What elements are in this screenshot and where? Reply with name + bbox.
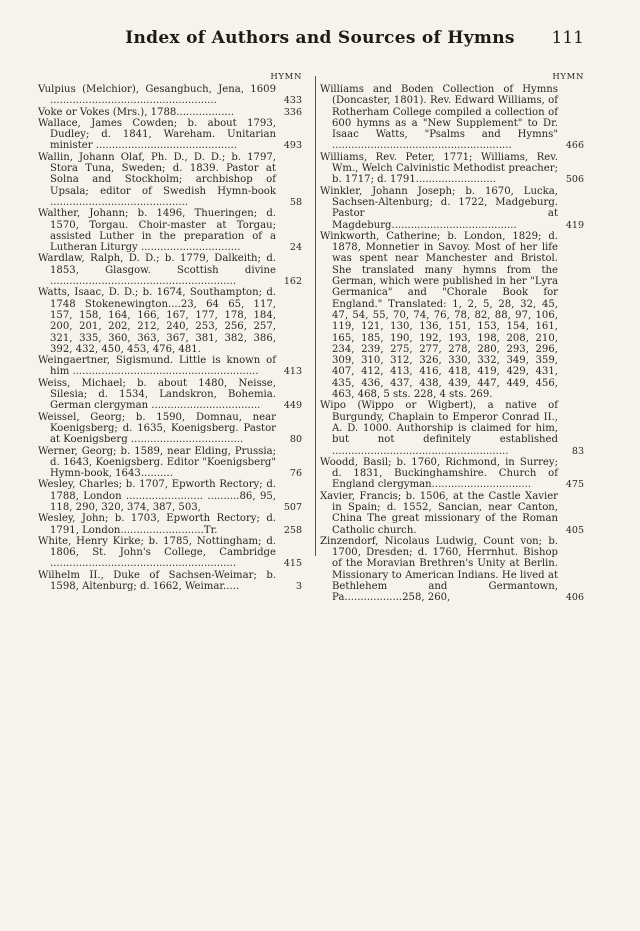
index-entry <box>38 107 302 118</box>
index-entry <box>38 208 302 253</box>
index-entry <box>320 457 584 491</box>
hymn-number: 80 <box>289 434 302 446</box>
entry-text: Wesley, John; b. 1703, Epworth Rectory; d. 1791, London..........................Tr. <box>38 513 276 536</box>
hymn-number: 76 <box>289 468 302 480</box>
hymn-number: 258 <box>283 524 302 536</box>
hymn-number: 466 <box>565 140 584 152</box>
hymn-number: 419 <box>565 219 584 231</box>
index-entry <box>320 186 584 231</box>
index-entry <box>38 479 302 513</box>
entry-text: Wallace, James Cowden; b. about 1793, Dudley; d. 1841, Wareham. Unitarian minister ............................................ <box>38 117 276 152</box>
index-entry <box>38 84 302 107</box>
entry-text: Watts, Isaac, D. D.; b. 1674, Southampton; d. 1748 Stokenewington....23, 64 65, 117, 157, 158, 164, 166, 167, 177, 178, 184, 200, 201, 202, 212, 240, 253, 256, 257, 321, 335, 360, 363, 367, 381, 382, 386, 392, 432, 450, 453, 476, 481. <box>38 287 276 355</box>
entry-text: Wardlaw, Ralph, D. D.; b. 1779, Dalkeith; d. 1853, Glasgow. Scottish divine .......................................................... <box>38 253 276 288</box>
hymn-number: 506 <box>565 174 584 186</box>
entry-text: Werner, Georg; b. 1589, near Elding, Prussia; d. 1643, Koenigsberg. Editor "Koenigsberg" Hymn-book, 1643.......... <box>38 445 276 480</box>
index-entry <box>38 412 302 446</box>
entry-text: Wesley, Charles; b. 1707, Epworth Rectory; d. 1788, London ........................ ..........86, 95, 118, 290, 320, 374, 387, 503, <box>38 479 276 513</box>
entry-text: Wipo (Wippo or Wigbert), a native of Burgundy, Chaplain to Emperor Conrad II., A. D. 1000. Authorship is claimed for him, but not definitely established ....................................................... <box>320 400 558 457</box>
column-heading: HYMN <box>270 72 302 82</box>
entry-text: Winkler, Johann Joseph; b. 1670, Lucka, Sachsen-Altenburg; d. 1722, Madgeburg. Pastor at Magdeburg....................................... <box>320 185 558 231</box>
hymn-number: 433 <box>283 95 302 107</box>
index-entry <box>38 536 302 570</box>
index-entry <box>320 491 584 536</box>
hymn-number: 405 <box>565 524 584 536</box>
left-column <box>38 72 302 592</box>
index-entry <box>320 536 584 604</box>
index-entry <box>38 287 302 355</box>
index-entry <box>38 378 302 412</box>
entry-list <box>320 84 584 604</box>
entry-text: Wallin, Johann Olaf, Ph. D., D. D.; b. 1797, Stora Tuna, Sweden; d. 1839. Pastor at Solna and Stockholm; archbishop of Upsala; editor of Swedish Hymn-book ........................................... <box>38 151 276 208</box>
index-entry <box>320 84 584 152</box>
entry-text: Williams, Rev. Peter, 1771; Williams, Rev. Wm., Welch Calvinistic Methodist preacher; b. 1717; d. 1791......................... <box>320 151 558 186</box>
entry-text: White, Henry Kirke; b. 1785, Nottingham; d. 1806, St. John's College, Cambridge .......................................................... <box>38 535 276 570</box>
entry-text: Xavier, Francis; b. 1506, at the Castle Xavier in Spain; d. 1552, Sancian, near Canton, China The great missionary of the Roman Catholic church. <box>320 490 558 536</box>
hymn-number: 406 <box>565 592 584 604</box>
index-entry <box>320 152 584 186</box>
index-entry <box>38 152 302 208</box>
hymn-number: 415 <box>283 558 302 570</box>
entry-text: Winkworth, Catherine; b. London, 1829; d. 1878, Monnetier in Savoy. Most of her life was spent near Manchester and Bristol. She translated many hymns from the German, which were published in her "Lyra Germanica" and "Chorale Book for England." Translated: 1, 2, 5, 28, 32, 45, 47, 54, 55, 70, 74, 76, 78, 82, 88, 97, 106, 119, 121, 130, 136, 151, 153, 154, 161, 165, 185, 190, 192, 193, 198, 208, 210, 234, 239, 275, 277, 278, 280, 293, 296, 309, 310, 312, 326, 330, 332, 349, 359, 407, 412, 413, 416, 418, 419, 429, 431, 435, 436, 437, 438, 439, 447, 449, 456, 463, 468, 5 sts. 228, 4 sts. 269. <box>320 230 558 401</box>
index-entry <box>38 118 302 152</box>
hymn-number: 475 <box>565 479 584 491</box>
entry-text: Woodd, Basil; b. 1760, Richmond, in Surrey; d. 1831, Buckinghamshire. Church of England clergyman............................... <box>320 456 558 491</box>
column-divider <box>315 76 316 556</box>
hymn-number: 24 <box>289 242 302 254</box>
index-entry <box>38 446 302 480</box>
hymn-number: 413 <box>283 366 302 378</box>
hymn-number: 493 <box>283 140 302 152</box>
entry-text: Walther, Johann; b. 1496, Thueringen; d. 1570, Torgau. Choir-master at Torgau; assisted Luther in the preparation of a Lutheran Liturgy ............................... <box>38 208 276 254</box>
index-entry <box>38 513 302 536</box>
hymn-number: 3 <box>295 581 302 593</box>
index-entry <box>38 355 302 378</box>
hymn-number: 162 <box>283 276 302 288</box>
entry-text: Wilhelm II., Duke of Sachsen-Weimar; b. 1598, Altenburg; d. 1662, Weimar..... <box>38 569 276 593</box>
entry-text: Weissel, Georg; b. 1590, Domnau, near Koenigsberg; d. 1635, Koenigsberg. Pastor at Koenigsberg ................................... <box>38 411 276 446</box>
entry-text: Weiss, Michael; b. about 1480, Neisse, Silesia; d. 1534, Landskron, Bohemia. German clergyman .................................. <box>38 377 276 412</box>
hymn-number: 58 <box>289 196 302 208</box>
page-number: 111 <box>551 28 584 48</box>
entry-text: Williams and Boden Collection of Hymns (Doncaster, 1801). Rev. Edward Williams, of Rotherham College compiled a collection of 600 hymns as a "New Supplement" to Dr. Isaac Watts, "Psalms and Hymns" ........................................................ <box>320 84 558 152</box>
index-entry <box>38 253 302 287</box>
index-entry <box>38 570 302 593</box>
entry-text: Zinzendorf, Nicolaus Ludwig, Count von; b. 1700, Dresden; d. 1760, Herrnhut. Bishop of the Moravian Brethren's Unity at Berlin. Missionary to American Indians. He lived at Bethlehem and Germantown, Pa..................258, 260, <box>320 535 558 604</box>
hymn-number: 507 <box>283 501 302 513</box>
entry-list <box>38 84 302 592</box>
index-entry <box>320 231 584 400</box>
hymn-number: 83 <box>571 445 584 457</box>
hymn-number: 449 <box>283 400 302 412</box>
index-entry <box>320 400 584 456</box>
entry-text: Voke or Vokes (Mrs.), 1788.................. <box>38 106 235 118</box>
entry-text: Weingaertner, Sigismund. Little is known of him .......................................................... <box>38 355 276 378</box>
right-column <box>320 72 584 604</box>
page-header <box>0 28 640 50</box>
entry-text: Vulpius (Melchior), Gesangbuch, Jena, 1609 .................................................... <box>38 84 276 107</box>
page-title: Index of Authors and Sources of Hymns <box>125 28 515 48</box>
column-heading: HYMN <box>552 72 584 82</box>
hymn-number: 336 <box>283 106 302 118</box>
